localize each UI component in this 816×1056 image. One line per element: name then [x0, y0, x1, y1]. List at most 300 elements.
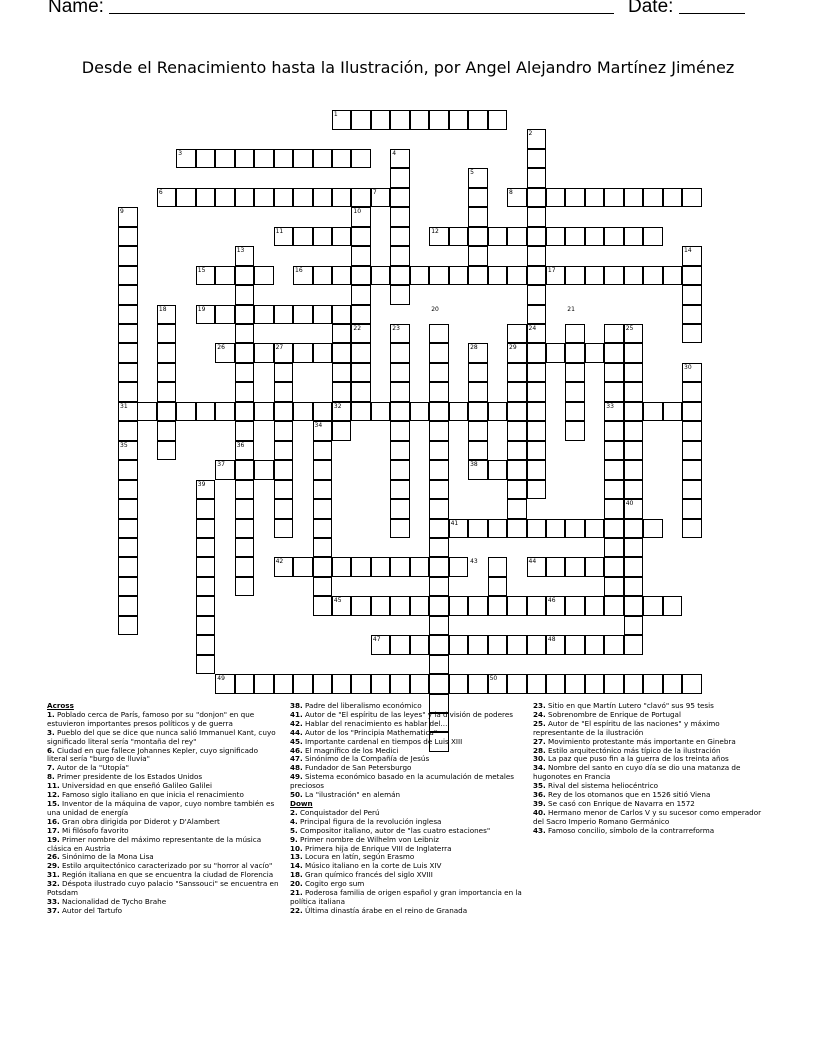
crossword-cell[interactable] [604, 382, 624, 402]
crossword-cell[interactable] [585, 596, 605, 616]
crossword-cell[interactable] [624, 557, 644, 577]
crossword-cell[interactable] [390, 557, 410, 577]
crossword-cell[interactable] [390, 674, 410, 694]
crossword-cell[interactable] [429, 499, 449, 519]
crossword-cell[interactable] [604, 343, 624, 363]
crossword-cell[interactable] [254, 149, 274, 169]
crossword-cell[interactable] [390, 421, 410, 441]
crossword-cell[interactable] [351, 557, 371, 577]
crossword-cell[interactable] [565, 188, 585, 208]
crossword-cell[interactable] [274, 149, 294, 169]
crossword-cell[interactable] [585, 227, 605, 247]
crossword-cell[interactable] [429, 266, 449, 286]
crossword-cell[interactable] [313, 499, 333, 519]
crossword-cell[interactable] [585, 674, 605, 694]
crossword-cell[interactable] [157, 324, 177, 344]
crossword-cell[interactable] [624, 188, 644, 208]
crossword-cell[interactable] [546, 188, 566, 208]
crossword-cell[interactable] [390, 266, 410, 286]
crossword-cell[interactable] [527, 246, 547, 266]
crossword-cell[interactable] [565, 324, 585, 344]
crossword-cell[interactable] [313, 149, 333, 169]
crossword-cell[interactable] [118, 557, 138, 577]
crossword-cell[interactable] [507, 402, 527, 422]
crossword-cell[interactable] [546, 227, 566, 247]
crossword-cell[interactable] [546, 557, 566, 577]
crossword-cell[interactable] [196, 635, 216, 655]
crossword-cell[interactable] [585, 188, 605, 208]
crossword-cell[interactable] [604, 480, 624, 500]
crossword-cell[interactable] [585, 266, 605, 286]
crossword-cell[interactable] [235, 538, 255, 558]
crossword-cell[interactable] [682, 674, 702, 694]
crossword-cell[interactable] [351, 149, 371, 169]
crossword-cell[interactable] [429, 110, 449, 130]
crossword-cell[interactable] [196, 538, 216, 558]
crossword-cell[interactable] [488, 596, 508, 616]
crossword-cell[interactable] [118, 616, 138, 636]
crossword-cell[interactable] [118, 343, 138, 363]
crossword-cell[interactable] [293, 674, 313, 694]
crossword-cell[interactable] [507, 441, 527, 461]
crossword-cell[interactable] [643, 596, 663, 616]
crossword-cell[interactable] [313, 596, 333, 616]
crossword-cell[interactable] [604, 421, 624, 441]
crossword-cell[interactable] [565, 227, 585, 247]
crossword-cell[interactable] [429, 460, 449, 480]
crossword-cell[interactable] [293, 402, 313, 422]
crossword-cell[interactable] [624, 460, 644, 480]
crossword-cell[interactable] [196, 577, 216, 597]
crossword-cell[interactable] [410, 557, 430, 577]
crossword-cell[interactable] [176, 188, 196, 208]
crossword-cell[interactable] [604, 557, 624, 577]
crossword-cell[interactable] [663, 402, 683, 422]
crossword-cell[interactable] [527, 519, 547, 539]
crossword-cell[interactable] [604, 441, 624, 461]
crossword-cell[interactable] [682, 266, 702, 286]
crossword-cell[interactable] [351, 382, 371, 402]
crossword-cell[interactable] [215, 305, 235, 325]
crossword-cell[interactable] [565, 382, 585, 402]
crossword-cell[interactable] [215, 188, 235, 208]
crossword-cell[interactable] [371, 266, 391, 286]
crossword-cell[interactable] [390, 343, 410, 363]
crossword-cell[interactable] [157, 441, 177, 461]
crossword-cell[interactable] [604, 227, 624, 247]
crossword-cell[interactable] [468, 382, 488, 402]
crossword-cell[interactable] [468, 674, 488, 694]
crossword-cell[interactable] [351, 305, 371, 325]
crossword-cell[interactable] [332, 149, 352, 169]
crossword-cell[interactable] [565, 519, 585, 539]
crossword-cell[interactable] [235, 402, 255, 422]
crossword-cell[interactable] [663, 674, 683, 694]
crossword-cell[interactable] [624, 674, 644, 694]
crossword-cell[interactable] [565, 596, 585, 616]
crossword-cell[interactable] [371, 557, 391, 577]
crossword-cell[interactable] [682, 499, 702, 519]
crossword-cell[interactable] [118, 596, 138, 616]
crossword-cell[interactable] [663, 266, 683, 286]
crossword-cell[interactable] [527, 305, 547, 325]
crossword-cell[interactable] [235, 577, 255, 597]
crossword-cell[interactable] [293, 227, 313, 247]
crossword-cell[interactable] [585, 557, 605, 577]
crossword-cell[interactable] [624, 441, 644, 461]
crossword-cell[interactable] [351, 227, 371, 247]
crossword-cell[interactable] [604, 674, 624, 694]
crossword-cell[interactable] [371, 402, 391, 422]
crossword-cell[interactable] [565, 343, 585, 363]
crossword-cell[interactable] [274, 674, 294, 694]
crossword-cell[interactable] [604, 499, 624, 519]
crossword-cell[interactable] [293, 557, 313, 577]
crossword-cell[interactable] [449, 635, 469, 655]
crossword-cell[interactable] [429, 480, 449, 500]
crossword-cell[interactable] [429, 674, 449, 694]
crossword-cell[interactable] [196, 596, 216, 616]
crossword-cell[interactable] [507, 363, 527, 383]
crossword-cell[interactable] [468, 635, 488, 655]
crossword-cell[interactable] [468, 188, 488, 208]
crossword-cell[interactable] [604, 596, 624, 616]
crossword-cell[interactable] [624, 363, 644, 383]
crossword-cell[interactable] [351, 246, 371, 266]
crossword-cell[interactable] [390, 207, 410, 227]
crossword-cell[interactable] [429, 402, 449, 422]
crossword-cell[interactable] [196, 402, 216, 422]
crossword-cell[interactable] [585, 519, 605, 539]
crossword-cell[interactable] [429, 519, 449, 539]
crossword-cell[interactable] [429, 596, 449, 616]
crossword-cell[interactable] [624, 421, 644, 441]
crossword-cell[interactable] [624, 519, 644, 539]
crossword-cell[interactable] [682, 460, 702, 480]
crossword-cell[interactable] [235, 363, 255, 383]
crossword-cell[interactable] [527, 168, 547, 188]
crossword-cell[interactable] [235, 480, 255, 500]
crossword-cell[interactable] [527, 441, 547, 461]
crossword-cell[interactable] [235, 285, 255, 305]
crossword-cell[interactable] [624, 577, 644, 597]
crossword-cell[interactable] [351, 110, 371, 130]
crossword-cell[interactable] [390, 480, 410, 500]
crossword-cell[interactable] [332, 227, 352, 247]
crossword-cell[interactable] [468, 519, 488, 539]
crossword-cell[interactable] [215, 402, 235, 422]
crossword-cell[interactable] [254, 402, 274, 422]
crossword-cell[interactable] [118, 246, 138, 266]
crossword-cell[interactable] [468, 246, 488, 266]
crossword-cell[interactable] [274, 480, 294, 500]
crossword-cell[interactable] [313, 460, 333, 480]
crossword-cell[interactable] [235, 188, 255, 208]
crossword-cell[interactable] [274, 382, 294, 402]
crossword-cell[interactable] [118, 305, 138, 325]
crossword-cell[interactable] [196, 616, 216, 636]
crossword-cell[interactable] [449, 227, 469, 247]
crossword-cell[interactable] [118, 499, 138, 519]
crossword-cell[interactable] [410, 596, 430, 616]
crossword-cell[interactable] [682, 188, 702, 208]
crossword-cell[interactable] [429, 324, 449, 344]
crossword-cell[interactable] [429, 538, 449, 558]
crossword-cell[interactable] [254, 674, 274, 694]
crossword-cell[interactable] [254, 460, 274, 480]
crossword-cell[interactable] [468, 363, 488, 383]
crossword-cell[interactable] [332, 557, 352, 577]
crossword-cell[interactable] [332, 382, 352, 402]
crossword-cell[interactable] [624, 480, 644, 500]
crossword-cell[interactable] [235, 343, 255, 363]
crossword-cell[interactable] [313, 557, 333, 577]
crossword-cell[interactable] [565, 402, 585, 422]
crossword-cell[interactable] [663, 596, 683, 616]
crossword-cell[interactable] [507, 635, 527, 655]
crossword-cell[interactable] [507, 266, 527, 286]
crossword-cell[interactable] [371, 110, 391, 130]
crossword-cell[interactable] [624, 227, 644, 247]
crossword-cell[interactable] [468, 266, 488, 286]
crossword-cell[interactable] [371, 596, 391, 616]
crossword-cell[interactable] [527, 382, 547, 402]
crossword-cell[interactable] [527, 596, 547, 616]
crossword-cell[interactable] [274, 402, 294, 422]
crossword-cell[interactable] [488, 227, 508, 247]
crossword-cell[interactable] [293, 188, 313, 208]
crossword-cell[interactable] [468, 110, 488, 130]
crossword-cell[interactable] [468, 421, 488, 441]
crossword-cell[interactable] [351, 285, 371, 305]
crossword-cell[interactable] [215, 149, 235, 169]
crossword-cell[interactable] [274, 499, 294, 519]
crossword-cell[interactable] [274, 460, 294, 480]
crossword-cell[interactable] [624, 635, 644, 655]
crossword-cell[interactable] [682, 305, 702, 325]
crossword-cell[interactable] [604, 577, 624, 597]
crossword-cell[interactable] [527, 402, 547, 422]
crossword-cell[interactable] [468, 596, 488, 616]
crossword-cell[interactable] [235, 499, 255, 519]
crossword-cell[interactable] [390, 363, 410, 383]
crossword-cell[interactable] [488, 460, 508, 480]
crossword-cell[interactable] [118, 538, 138, 558]
crossword-cell[interactable] [604, 266, 624, 286]
crossword-cell[interactable] [196, 655, 216, 675]
crossword-cell[interactable] [643, 519, 663, 539]
crossword-cell[interactable] [196, 499, 216, 519]
crossword-cell[interactable] [313, 266, 333, 286]
crossword-cell[interactable] [527, 363, 547, 383]
crossword-cell[interactable] [235, 460, 255, 480]
crossword-cell[interactable] [390, 382, 410, 402]
crossword-cell[interactable] [643, 402, 663, 422]
crossword-cell[interactable] [410, 402, 430, 422]
crossword-cell[interactable] [488, 402, 508, 422]
crossword-cell[interactable] [429, 343, 449, 363]
crossword-cell[interactable] [527, 149, 547, 169]
crossword-cell[interactable] [313, 519, 333, 539]
crossword-cell[interactable] [254, 305, 274, 325]
crossword-cell[interactable] [468, 227, 488, 247]
crossword-cell[interactable] [293, 305, 313, 325]
crossword-cell[interactable] [157, 343, 177, 363]
crossword-cell[interactable] [332, 363, 352, 383]
crossword-cell[interactable] [157, 421, 177, 441]
crossword-cell[interactable] [565, 635, 585, 655]
crossword-cell[interactable] [507, 324, 527, 344]
crossword-cell[interactable] [313, 674, 333, 694]
crossword-cell[interactable] [410, 110, 430, 130]
crossword-cell[interactable] [390, 110, 410, 130]
crossword-cell[interactable] [235, 382, 255, 402]
crossword-cell[interactable] [488, 557, 508, 577]
crossword-cell[interactable] [137, 402, 157, 422]
crossword-cell[interactable] [254, 343, 274, 363]
crossword-cell[interactable] [118, 324, 138, 344]
crossword-cell[interactable] [527, 266, 547, 286]
crossword-cell[interactable] [643, 188, 663, 208]
crossword-cell[interactable] [604, 519, 624, 539]
crossword-cell[interactable] [118, 460, 138, 480]
crossword-cell[interactable] [410, 674, 430, 694]
crossword-cell[interactable] [235, 674, 255, 694]
crossword-cell[interactable] [274, 305, 294, 325]
crossword-cell[interactable] [546, 674, 566, 694]
crossword-cell[interactable] [682, 382, 702, 402]
crossword-cell[interactable] [371, 674, 391, 694]
crossword-cell[interactable] [429, 655, 449, 675]
crossword-cell[interactable] [118, 421, 138, 441]
crossword-cell[interactable] [682, 421, 702, 441]
crossword-cell[interactable] [313, 538, 333, 558]
crossword-cell[interactable] [565, 421, 585, 441]
crossword-cell[interactable] [429, 557, 449, 577]
crossword-cell[interactable] [507, 460, 527, 480]
crossword-cell[interactable] [682, 519, 702, 539]
crossword-cell[interactable] [274, 441, 294, 461]
crossword-cell[interactable] [118, 382, 138, 402]
crossword-cell[interactable] [429, 441, 449, 461]
crossword-cell[interactable] [624, 596, 644, 616]
crossword-cell[interactable] [604, 188, 624, 208]
crossword-cell[interactable] [196, 519, 216, 539]
crossword-cell[interactable] [293, 343, 313, 363]
crossword-cell[interactable] [429, 421, 449, 441]
crossword-cell[interactable] [449, 402, 469, 422]
crossword-cell[interactable] [604, 363, 624, 383]
crossword-cell[interactable] [390, 519, 410, 539]
crossword-cell[interactable] [663, 188, 683, 208]
crossword-cell[interactable] [604, 538, 624, 558]
crossword-cell[interactable] [507, 227, 527, 247]
crossword-cell[interactable] [624, 402, 644, 422]
crossword-cell[interactable] [118, 577, 138, 597]
crossword-cell[interactable] [274, 519, 294, 539]
crossword-cell[interactable] [488, 635, 508, 655]
crossword-cell[interactable] [313, 441, 333, 461]
crossword-cell[interactable] [332, 324, 352, 344]
crossword-cell[interactable] [390, 499, 410, 519]
crossword-cell[interactable] [468, 207, 488, 227]
crossword-cell[interactable] [390, 227, 410, 247]
crossword-cell[interactable] [682, 285, 702, 305]
crossword-cell[interactable] [332, 305, 352, 325]
crossword-cell[interactable] [449, 557, 469, 577]
crossword-cell[interactable] [196, 149, 216, 169]
crossword-cell[interactable] [507, 480, 527, 500]
crossword-cell[interactable] [507, 382, 527, 402]
crossword-cell[interactable] [527, 343, 547, 363]
crossword-cell[interactable] [624, 538, 644, 558]
crossword-cell[interactable] [235, 305, 255, 325]
crossword-cell[interactable] [390, 285, 410, 305]
crossword-cell[interactable] [682, 324, 702, 344]
crossword-cell[interactable] [118, 480, 138, 500]
crossword-cell[interactable] [313, 188, 333, 208]
crossword-cell[interactable] [118, 519, 138, 539]
crossword-cell[interactable] [429, 382, 449, 402]
crossword-cell[interactable] [488, 577, 508, 597]
crossword-cell[interactable] [527, 285, 547, 305]
crossword-cell[interactable] [157, 402, 177, 422]
crossword-cell[interactable] [235, 557, 255, 577]
crossword-cell[interactable] [196, 557, 216, 577]
crossword-cell[interactable] [313, 480, 333, 500]
crossword-cell[interactable] [488, 110, 508, 130]
crossword-cell[interactable] [565, 363, 585, 383]
crossword-cell[interactable] [313, 343, 333, 363]
crossword-cell[interactable] [643, 266, 663, 286]
crossword-cell[interactable] [449, 266, 469, 286]
crossword-cell[interactable] [332, 421, 352, 441]
crossword-cell[interactable] [682, 441, 702, 461]
crossword-cell[interactable] [507, 674, 527, 694]
crossword-cell[interactable] [351, 363, 371, 383]
crossword-cell[interactable] [390, 246, 410, 266]
crossword-cell[interactable] [624, 382, 644, 402]
crossword-cell[interactable] [274, 363, 294, 383]
crossword-cell[interactable] [118, 266, 138, 286]
crossword-cell[interactable] [507, 499, 527, 519]
crossword-cell[interactable] [604, 324, 624, 344]
crossword-cell[interactable] [682, 402, 702, 422]
crossword-cell[interactable] [351, 188, 371, 208]
crossword-cell[interactable] [118, 227, 138, 247]
crossword-cell[interactable] [527, 227, 547, 247]
crossword-cell[interactable] [176, 402, 196, 422]
crossword-cell[interactable] [390, 168, 410, 188]
crossword-cell[interactable] [624, 266, 644, 286]
crossword-cell[interactable] [235, 266, 255, 286]
crossword-cell[interactable] [604, 635, 624, 655]
crossword-cell[interactable] [585, 635, 605, 655]
crossword-cell[interactable] [565, 674, 585, 694]
crossword-cell[interactable] [624, 616, 644, 636]
crossword-cell[interactable] [235, 519, 255, 539]
crossword-cell[interactable] [274, 421, 294, 441]
crossword-cell[interactable] [332, 266, 352, 286]
crossword-cell[interactable] [235, 149, 255, 169]
crossword-cell[interactable] [332, 674, 352, 694]
crossword-cell[interactable] [468, 441, 488, 461]
crossword-cell[interactable] [410, 266, 430, 286]
crossword-cell[interactable] [254, 188, 274, 208]
crossword-cell[interactable] [313, 577, 333, 597]
crossword-cell[interactable] [546, 343, 566, 363]
crossword-cell[interactable] [390, 188, 410, 208]
